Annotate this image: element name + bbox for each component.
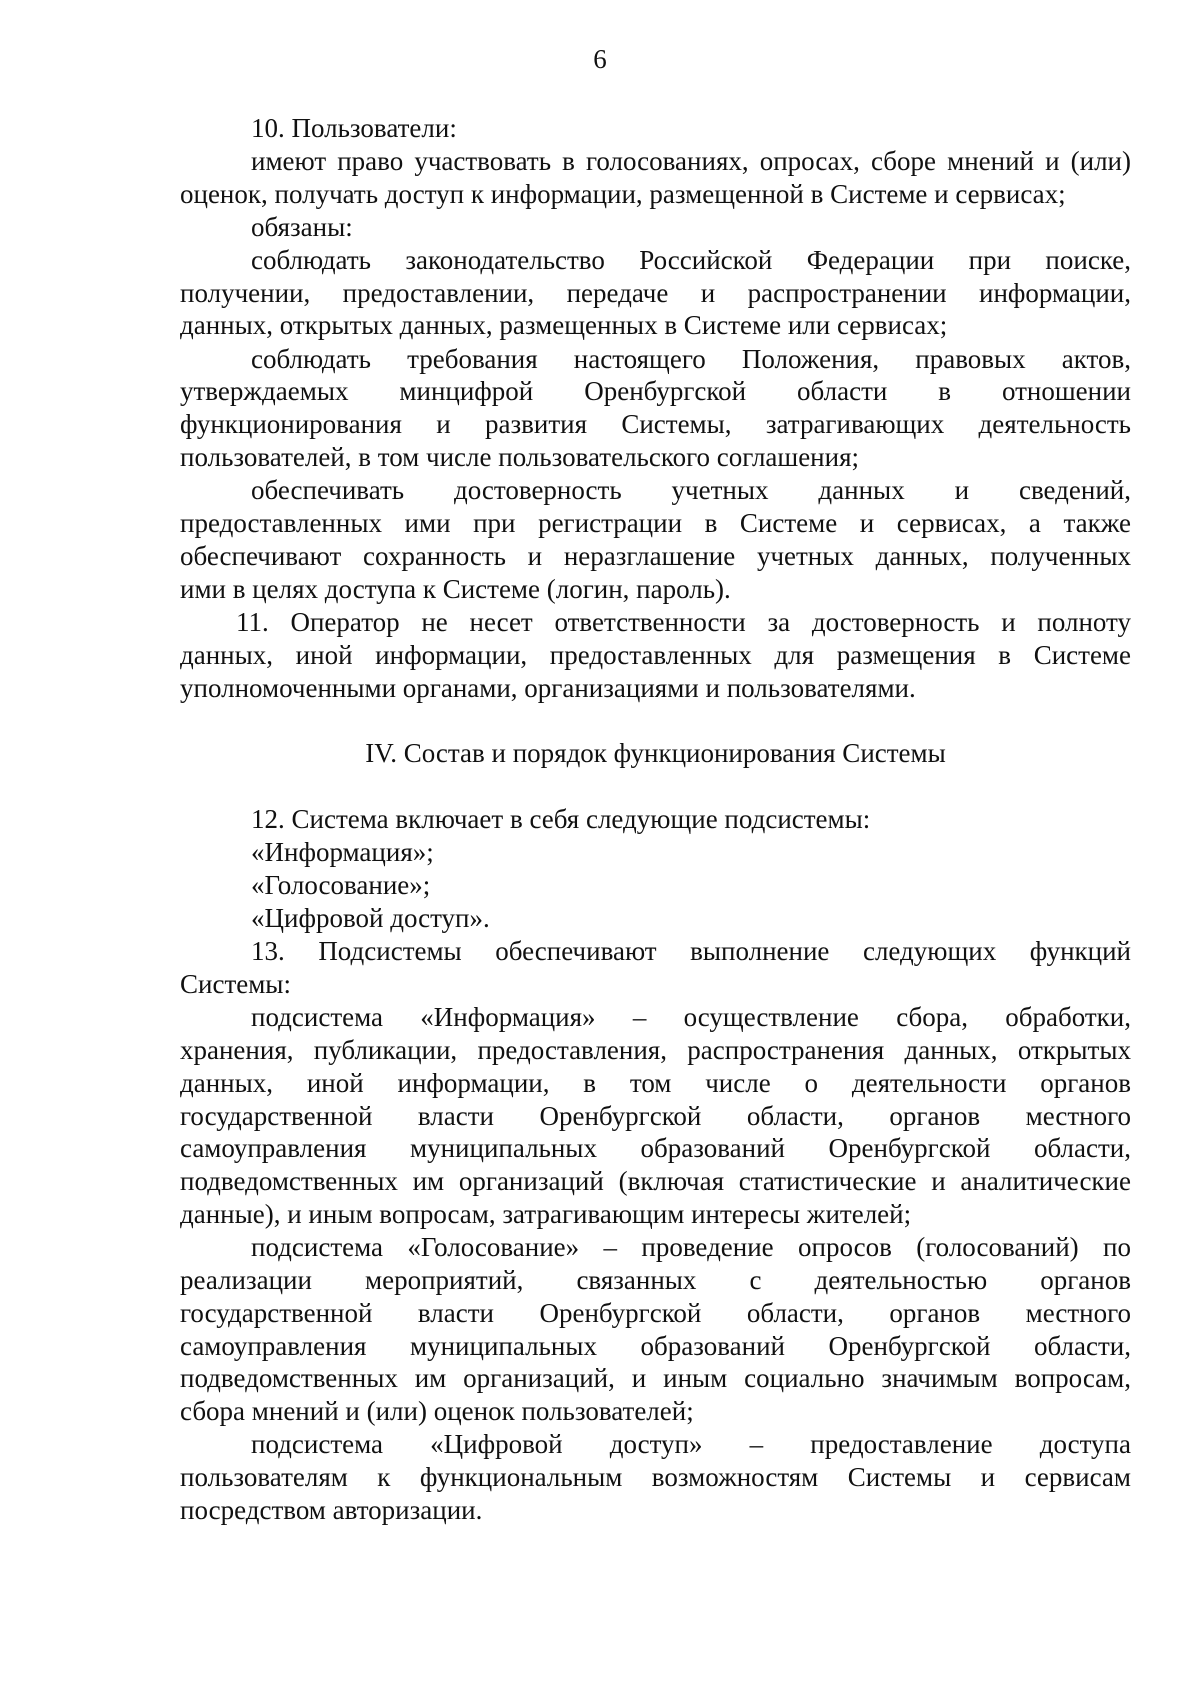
text-line: данных, иной информации, в том числе о деятельности органов (180, 1068, 1131, 1098)
text-line: данных, открытых данных, размещенных в Системе или сервисах; (180, 310, 948, 340)
text-line: предоставленных ими при регистрации в Системе и сервисах, а также (180, 508, 1131, 538)
text-line: уполномоченными органами, организациями и пользователями. (180, 673, 916, 703)
text-line: обязаны: (251, 212, 353, 242)
text-line: подсистема «Цифровой доступ» – предоставление доступа (251, 1429, 1131, 1459)
text-line: соблюдать требования настоящего Положения, правовых актов, (251, 344, 1131, 374)
text-line: государственной власти Оренбургской области, органов местного (180, 1298, 1131, 1328)
text-line: данных, иной информации, предоставленных для размещения в Системе (180, 640, 1131, 670)
text-line: «Цифровой доступ». (251, 903, 490, 933)
text-line: подсистема «Информация» – осуществление сбора, обработки, (251, 1002, 1131, 1032)
text-line: самоуправления муниципальных образований Оренбургской области, (180, 1133, 1131, 1163)
text-line: 12. Система включает в себя следующие подсистемы: (251, 804, 871, 834)
text-line: «Голосование»; (251, 870, 431, 900)
text-line: посредством авторизации. (180, 1495, 483, 1525)
text-line: пользователям к функциональным возможностям Системы и сервисам (180, 1462, 1131, 1492)
text-line: Системы: (180, 969, 291, 999)
text-line: 10. Пользователи: (251, 113, 457, 143)
text-line: сбора мнений и (или) оценок пользователей; (180, 1396, 694, 1426)
page-number: 6 (593, 44, 607, 74)
text-line: данные), и иным вопросам, затрагивающим интересы жителей; (180, 1199, 912, 1229)
text-line: подведомственных им организаций, и иным социально значимым вопросам, (180, 1363, 1131, 1393)
text-line: функционирования и развития Системы, затрагивающих деятельность (180, 409, 1131, 439)
text-line: получении, предоставлении, передаче и распространении информации, (180, 278, 1131, 308)
section-heading: IV. Состав и порядок функционирования Системы (365, 738, 946, 768)
text-line: самоуправления муниципальных образований Оренбургской области, (180, 1331, 1131, 1361)
text-line: реализации мероприятий, связанных с деятельностью органов (180, 1265, 1131, 1295)
text-line: утверждаемых минцифрой Оренбургской области в отношении (180, 376, 1131, 406)
text-line: 13. Подсистемы обеспечивают выполнение следующих функций (251, 936, 1131, 966)
text-line: соблюдать законодательство Российской Федерации при поиске, (251, 245, 1131, 275)
text-line: обеспечивают сохранность и неразглашение учетных данных, полученных (180, 541, 1131, 571)
text-line: 11. Оператор не несет ответственности за достоверность и полноту (236, 607, 1131, 637)
text-line: пользователей, в том числе пользовательского соглашения; (180, 442, 859, 472)
text-line: подведомственных им организаций (включая статистические и аналитические (180, 1166, 1131, 1196)
text-line: ими в целях доступа к Системе (логин, пароль). (180, 574, 731, 604)
text-line: хранения, публикации, предоставления, распространения данных, открытых (180, 1035, 1131, 1065)
text-line: оценок, получать доступ к информации, размещенной в Системе и сервисах; (180, 179, 1066, 209)
text-line: обеспечивать достоверность учетных данных и сведений, (251, 475, 1131, 505)
text-line: имеют право участвовать в голосованиях, опросах, сборе мнений и (или) (251, 146, 1131, 176)
text-line: подсистема «Голосование» – проведение опросов (голосований) по (251, 1232, 1131, 1262)
text-line: «Информация»; (251, 837, 434, 867)
text-line: государственной власти Оренбургской области, органов местного (180, 1101, 1131, 1131)
